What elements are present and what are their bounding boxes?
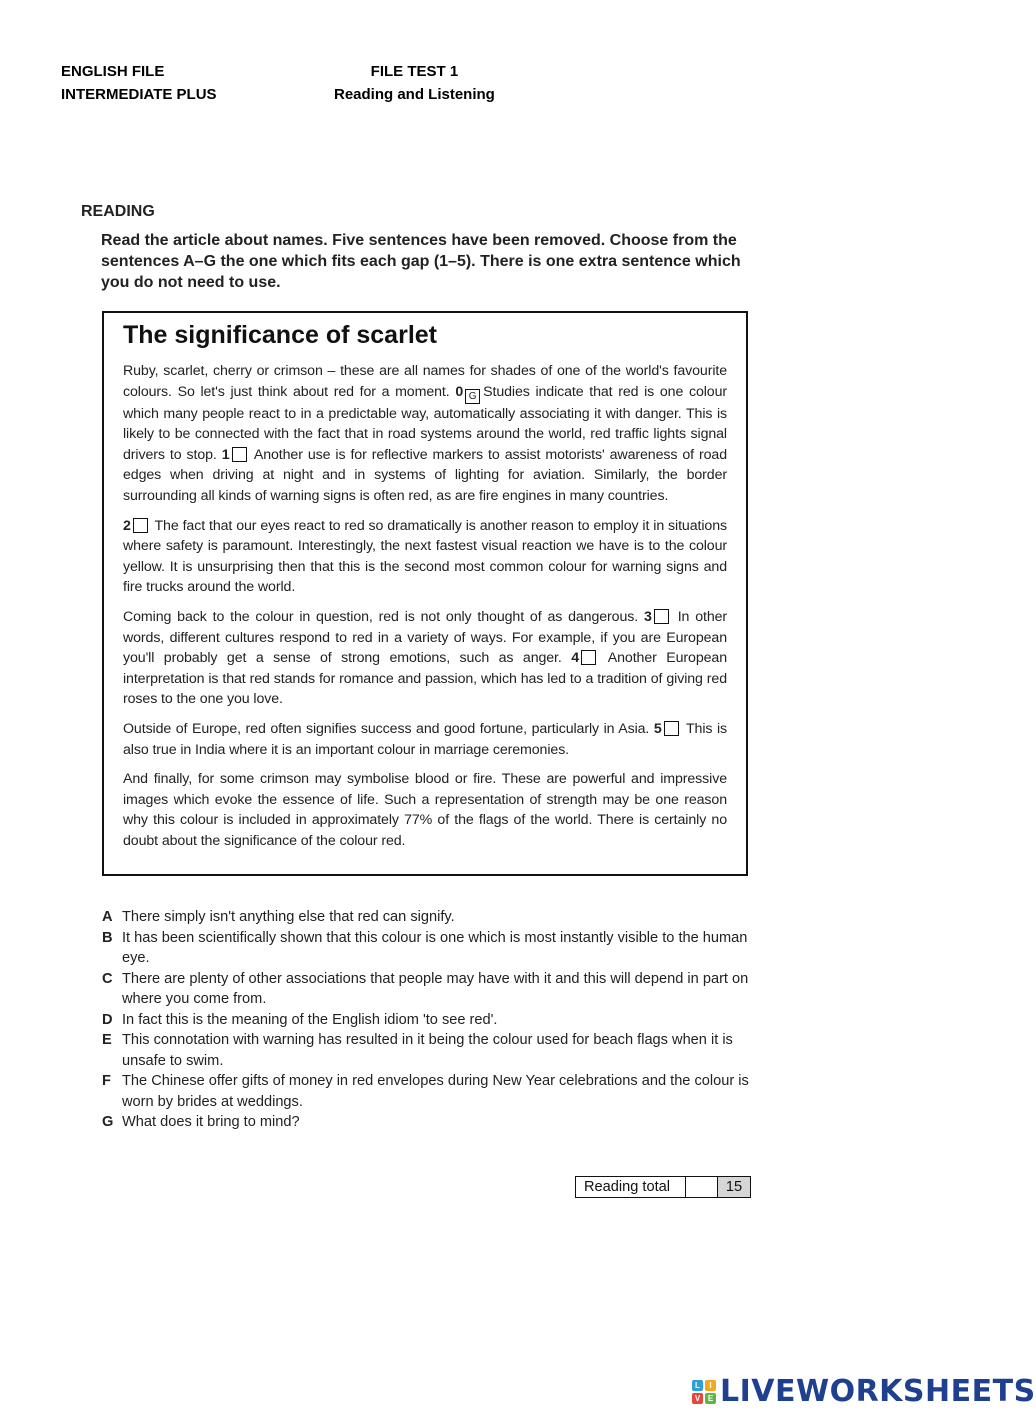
article-title: The significance of scarlet [123, 321, 437, 349]
gap-number-1: 1 [221, 446, 230, 463]
total-score-field[interactable] [686, 1177, 718, 1197]
reading-total [575, 1176, 751, 1198]
paragraph-text: Another use is for reflective markers to assist motorists' awareness of road edges when driving at night and in systems of lighting for aviation. Similarly, the border surrounding all kinds of warning signs is often red, as are fire engines in many countries. [123, 446, 727, 504]
paragraph-text: The fact that our eyes react to red so dramatically is another reason to employ it in situations where safety is paramount. Interestingly, the next fastest visual reaction we have is to the colour yellow. It is unsurprising then that this is the second most common colour for warning signs and fire trucks around the world. [123, 517, 727, 596]
option-text: This connotation with warning has resulted in it being the colour used for beach flags when it is unsafe to swim. [122, 1032, 733, 1069]
option-text: In fact this is the meaning of the English idiom 'to see red'. [122, 1011, 498, 1028]
instructions: Read the article about names. Five sentences have been removed. Choose from the sentences A–G the one which fits each gap (1–5). There is one extra sentence which you do not need to use. [101, 232, 741, 291]
gap-number-5: 5 [653, 720, 662, 737]
gap-number-2: 2 [123, 517, 131, 534]
header-right [334, 60, 495, 106]
gap-number-4: 4 [571, 650, 580, 667]
option-text: There simply isn't anything else that red can signify. [122, 909, 455, 925]
option-letter: E [102, 1032, 112, 1048]
option-a [102, 907, 750, 928]
option-g [102, 1112, 750, 1133]
option-c [102, 969, 750, 1010]
test-subtitle: Reading and Listening [334, 86, 495, 103]
gap-box-2[interactable] [133, 518, 148, 533]
brand-name: LIVEWORKSHEETS [720, 1374, 1036, 1409]
option-letter: G [102, 1114, 114, 1130]
option-letter: D [102, 1011, 113, 1028]
option-b [102, 928, 750, 969]
article-paragraph-3 [123, 607, 727, 710]
paragraph-text: Coming back to the colour in question, red is not only thought of as dangerous. [123, 608, 639, 625]
gap-box-0: G [465, 389, 480, 404]
header-left [61, 60, 217, 106]
article-paragraph-1 [123, 361, 727, 507]
option-text: There are plenty of other associations that people may have with it and this will depend in part on where you come from. [122, 970, 749, 1007]
option-e [102, 1030, 750, 1071]
total-label: Reading total [576, 1177, 686, 1197]
sentence-options [102, 907, 750, 1133]
logo-letter: V [692, 1393, 703, 1404]
section-title: READING [81, 203, 155, 220]
paragraph-text: This is also true in India where it is an important colour in marriage ceremonies. [123, 720, 727, 758]
gap-box-4[interactable] [581, 650, 596, 665]
paragraph-text: Another European interpretation is that red stands for romance and passion, which has led to a tradition of giving red roses to the one you love. [123, 650, 727, 708]
option-letter: B [102, 929, 113, 946]
paragraph-text: Studies indicate that red is one colour which many people react to in a predictable way, automatically associating it with danger. This is likely to be connected with the fact that in road systems around the world, red traffic lights signal drivers to stop. [123, 383, 728, 463]
logo-letter: I [705, 1380, 716, 1391]
option-text: It has been scientifically shown that this colour is one which is most instantly visible to the human eye. [122, 929, 748, 966]
course-level: INTERMEDIATE PLUS [61, 86, 217, 103]
option-f [102, 1071, 750, 1112]
option-text: What does it bring to mind? [122, 1114, 300, 1130]
logo-letter: L [692, 1380, 703, 1391]
total-max: 15 [718, 1177, 750, 1197]
gap-box-5[interactable] [664, 721, 679, 736]
course-title: ENGLISH FILE [61, 63, 165, 80]
article-paragraph-5: And finally, for some crimson may symbolise blood or fire. These are powerful and impressive images which evoke the essence of life. Such a representation of strength may be one reason why this colour is included in approximately 77% of the flags of the world. There is certainly no doubt about the significance of the colour red. [123, 771, 727, 849]
paragraph-text: Ruby, scarlet, cherry or crimson – these are all names for shades of one of the world's favourite colours. So let's just think about red for a moment. [123, 363, 727, 400]
test-title: FILE TEST 1 [370, 63, 459, 80]
option-d [102, 1010, 750, 1031]
paragraph-text: Outside of Europe, red often signifies success and good fortune, particularly in Asia. [123, 720, 650, 737]
gap-box-1[interactable] [232, 447, 247, 462]
gap-number-3: 3 [644, 608, 652, 625]
paragraph-text: In other words, different cultures respond to red in a variety of ways. For example, if you are European you'll probably get a sense of strong emotions, such as anger. [123, 608, 728, 667]
article-paragraph-2 [123, 516, 727, 598]
brand-logo-icon [692, 1380, 716, 1404]
option-letter: F [102, 1073, 111, 1089]
brand-watermark [692, 1374, 1036, 1409]
option-letter: C [102, 970, 113, 987]
article-box [102, 311, 748, 876]
gap-box-3[interactable] [654, 609, 669, 624]
logo-letter: E [705, 1393, 716, 1404]
article-paragraph-4 [123, 719, 727, 760]
option-text: The Chinese offer gifts of money in red envelopes during New Year celebrations and the colour is worn by brides at weddings. [122, 1073, 749, 1110]
option-letter: A [102, 909, 113, 925]
gap-number-0: 0 [455, 383, 464, 400]
